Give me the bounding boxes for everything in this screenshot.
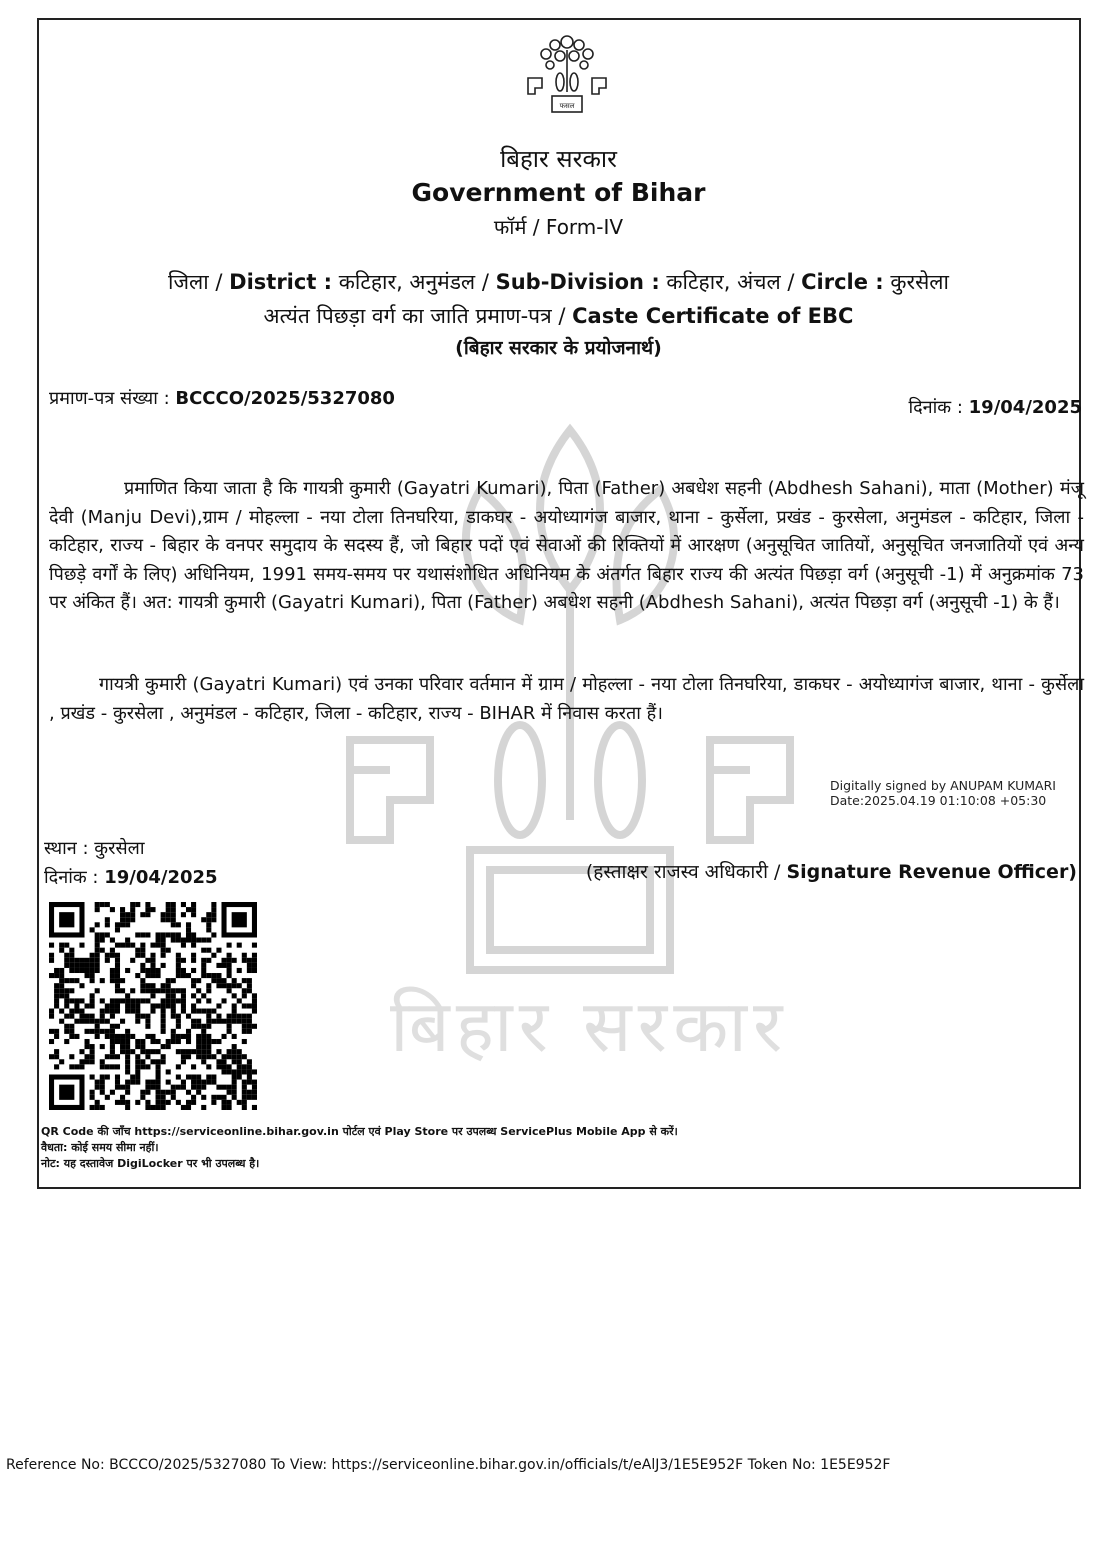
form-number: फॉर्म / Form-IV	[493, 215, 624, 239]
certificate-title: अत्यंत पिछड़ा वर्ग का जाति प्रमाण-पत्र / Caste Certificate of EBC	[263, 304, 854, 328]
qr-code[interactable]	[48, 902, 258, 1110]
certificate-date: दिनांक : 19/04/2025	[908, 397, 1082, 418]
svg-text:फसल: फसल	[559, 102, 575, 110]
certificate-number: प्रमाण-पत्र संख्या : BCCCO/2025/5327080	[49, 388, 395, 409]
reference-line: Reference No: BCCCO/2025/5327080 To View: https://serviceonline.bihar.gov.in/officials/t/eAlJ3/1E5E952F Token No: 1E5E952F	[6, 1457, 891, 1473]
gov-english-title: Government of Bihar	[411, 178, 706, 207]
digital-signature: Digitally signed by ANUPAM KUMARI Date:2025.04.19 01:10:08 +05:30	[830, 778, 1056, 808]
issue-date: दिनांक : 19/04/2025	[44, 867, 218, 888]
watermark-text: बिहार सरकार	[390, 984, 789, 1068]
footer-notes	[41, 1124, 678, 1172]
qr-verify-note: QR Code की जाँच https://serviceonline.bihar.gov.in पोर्टल एवं Play Store पर उपलब्ध ServicePlus Mobile App से करें।	[41, 1125, 678, 1138]
gov-hindi-title: बिहार सरकार	[500, 145, 617, 173]
signature-label: (हस्ताक्षर राजस्व अधिकारी / Signature Revenue Officer)	[585, 861, 1077, 883]
certificate-purpose: (बिहार सरकार के प्रयोजनार्थ)	[455, 337, 662, 359]
validity-note: वैधता: कोई समय सीमा नहीं।	[41, 1141, 159, 1154]
bihar-emblem-logo	[520, 30, 615, 120]
district-line: जिला / District : कटिहार, अनुमंडल / Sub-Division : कटिहार, अंचल / Circle : कुरसेला	[168, 270, 949, 294]
certification-paragraph: प्रमाणित किया जाता है कि गायत्री कुमारी (Gayatri Kumari), पिता (Father) अबधेश सहनी (Abdhesh Sahani), माता (Mother) मंजू देवी (Manju Devi),ग्राम / मोहल्ला - नया टोला तिनघरिया, डाकघर - अयोध्यागंज बाजार, थाना - कुर्सेला, प्रखंड - कुरसेला, अनुमंडल - कटिहार, जिला - कटिहार, राज्य - बिहार के वनपर समुदाय के सदस्य हैं, जो बिहार पदों एवं सेवाओं की रिक्तियों में आरक्षण (अनुसूचित जातियों, अनुसूचित जनजातियों एवं अन्य पिछड़े वर्गों के लिए) अधिनियम, 1991 समय-समय पर यथासंशोधित अधिनियम के अंतर्गत बिहार राज्य की अत्यंत पिछड़ा वर्ग (अनुसूची -1) में अनुक्रमांक 73 पर अंकित हैं। अत: गायत्री कुमारी (Gayatri Kumari), पिता (Father) अबधेश सहनी (Abdhesh Sahani), अत्यंत पिछड़ा वर्ग (अनुसूची -1) के हैं।	[49, 478, 1084, 614]
residence-paragraph: गायत्री कुमारी (Gayatri Kumari) एवं उनका परिवार वर्तमान में ग्राम / मोहल्ला - नया टोला तिनघरिया, डाकघर - अयोध्यागंज बाजार, थाना - कुर्सेला , प्रखंड - कुरसेला , अनुमंडल - कटिहार, जिला - कटिहार, राज्य - BIHAR में निवास करता हैं।	[49, 674, 1084, 724]
digilocker-note: नोट: यह दस्तावेज DigiLocker पर भी उपलब्ध है।	[41, 1157, 260, 1170]
place: स्थान : कुरसेला	[44, 838, 145, 859]
